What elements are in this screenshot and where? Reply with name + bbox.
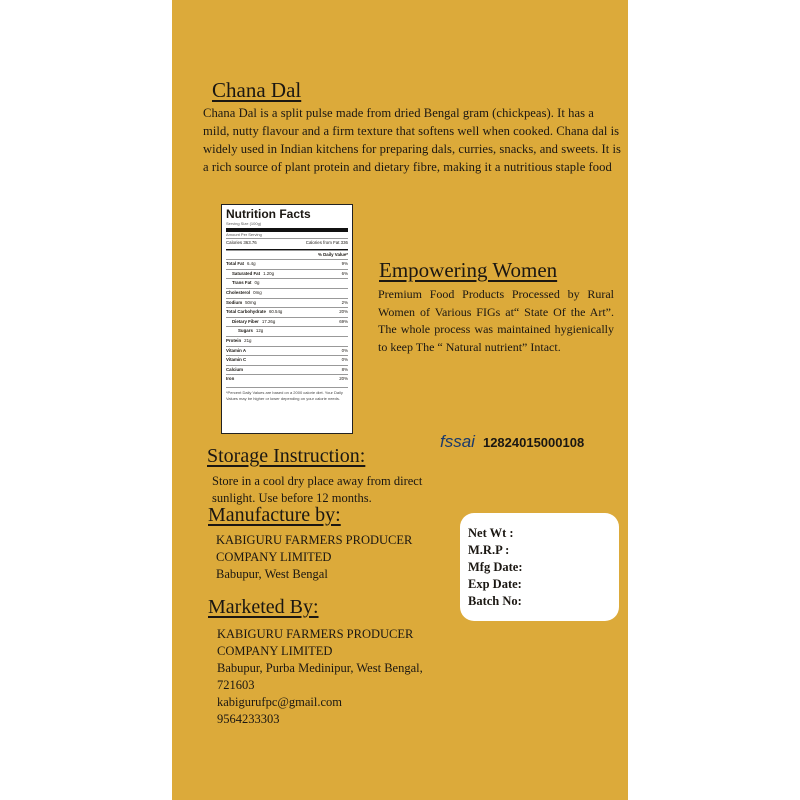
nutrient-label: Trans Fat: [232, 280, 252, 286]
nutrient-daily-value: 6%: [341, 270, 348, 276]
nutrient-amount: 60.54g: [268, 309, 283, 315]
nutrient-name-amount: [232, 318, 275, 327]
serving-size: Serving Size (100g): [226, 221, 262, 226]
empowering-text: Premium Food Products Processed by Rural Women of Various FIGs at“ State Of the Art”. The whole process was maintained hygienically to keep The “ Natural nutrient” Intact.: [378, 287, 614, 354]
nutrient-daily-value: 0%: [341, 347, 348, 353]
nutrition-facts-panel: [221, 204, 353, 434]
nutrition-row: [226, 288, 348, 298]
nutrition-row: [226, 259, 348, 269]
nutrition-row: [226, 355, 348, 365]
storage-title: Storage Instruction:: [207, 445, 366, 467]
nutrient-amount: 21g: [244, 337, 252, 343]
nutrition-row: [226, 374, 348, 384]
nutrient-daily-value: 20%: [339, 309, 348, 315]
nutrient-label: Calcium: [226, 366, 244, 372]
product-title: Chana Dal: [212, 78, 302, 102]
product-description: Chana Dal is a split pulse made from dried Bengal gram (chickpeas). It has a mild, nutty flavour and a firm texture that softens well when cooked. Chana dal is widely used in Indian kitchens for preparing dals, curries, snacks, and sweets. It is a rich source of plant protein and dietary fibre, making it a nutritious staple food: [203, 106, 621, 174]
nutrient-amount: 17.26g: [261, 318, 276, 324]
nutrient-name-amount: [226, 366, 246, 375]
nutrient-name-amount: [226, 299, 256, 308]
amount-per-serving: Amount Per Serving: [226, 232, 262, 237]
nutrient-name-amount: [226, 375, 237, 384]
calories-from-fat: Calories from Fat 336: [305, 240, 348, 245]
nutrient-amount: 12g: [255, 328, 264, 334]
empowering-title: Empowering Women: [379, 258, 558, 282]
marketer-line: COMPANY LIMITED: [217, 644, 333, 658]
fssai-logo: fssai: [440, 432, 475, 451]
mrp-label: M.R.P :: [468, 543, 510, 557]
nutrient-label: Saturated Fat: [232, 270, 261, 276]
nutrient-label: Iron: [226, 376, 235, 382]
nutrient-label: Total Carbohydrate: [226, 309, 266, 315]
nutrient-daily-value: 9%: [341, 261, 348, 267]
marketer-line: KABIGURU FARMERS PRODUCER: [217, 627, 414, 641]
nutrition-row: [226, 336, 348, 346]
nutrition-row: [226, 298, 348, 308]
nutrient-label: Total Fat: [226, 261, 244, 267]
nutrient-name-amount: [226, 260, 256, 269]
nutrient-daily-value: 20%: [339, 376, 348, 382]
fssai-license: [440, 432, 584, 452]
nutrient-daily-value: 69%: [339, 318, 348, 324]
nutrition-row: [226, 317, 348, 327]
nutrition-row: [226, 269, 348, 279]
nutrient-daily-value: 2%: [341, 299, 348, 305]
calories-row: [226, 238, 348, 248]
nutrient-label: Vitamin C: [226, 357, 247, 363]
nutrient-amount: 1.20g: [263, 270, 275, 276]
nutrient-label: Vitamin A: [226, 347, 247, 353]
net-weight-label: Net Wt :: [468, 526, 514, 540]
nutrient-label: Sugars: [238, 328, 253, 334]
nutrient-name-amount: [226, 347, 249, 356]
nutrition-footnote: *Percent Daily Values are based on a 2000 calorie diet. Your Daily Values may be higher or lower depending on your calorie needs.: [226, 387, 348, 403]
fssai-number: 12824015000108: [482, 434, 585, 450]
daily-value-header: [226, 250, 348, 260]
nutrition-row: [226, 307, 348, 317]
nutrition-row: [226, 346, 348, 356]
nutrition-row: [226, 326, 348, 336]
dv-header: % Daily Value*: [317, 251, 348, 257]
nutrient-daily-value: 0%: [341, 357, 348, 363]
marketer-title: Marketed By:: [208, 596, 319, 618]
nutrient-amount: 50mg: [245, 299, 257, 305]
nutrient-amount: 6.4g: [246, 261, 256, 267]
calories-label: Calories 363.76: [226, 240, 257, 245]
mfg-date-label: Mfg Date:: [468, 560, 523, 574]
nutrient-name-amount: [232, 279, 259, 288]
marketer-phone: 9564233303: [217, 712, 280, 726]
manufacturer-address: [216, 532, 412, 583]
nutrient-daily-value: 8%: [341, 366, 348, 372]
nutrition-title: Nutrition Facts: [226, 207, 311, 221]
manufacturer-line: Babupur, West Bengal: [216, 567, 328, 581]
manufacturer-line: COMPANY LIMITED: [216, 550, 332, 564]
nutrient-label: Protein: [226, 337, 242, 343]
marketer-line: Babupur, Purba Medinipur, West Bengal,: [217, 661, 423, 675]
nutrient-label: Sodium: [226, 299, 243, 305]
nutrition-row: [226, 365, 348, 375]
nutrient-label: Dietary Fiber: [232, 318, 259, 324]
nutrient-amount: 0g: [254, 280, 260, 286]
marketer-email: kabigurufpc@gmail.com: [217, 695, 343, 709]
nutrient-name-amount: [226, 289, 262, 298]
details-labels: [468, 525, 523, 610]
storage-text: Store in a cool dry place away from direct sunlight. Use before 12 months.: [212, 474, 423, 505]
marketer-line: 721603: [217, 678, 255, 692]
exp-date-label: Exp Date:: [468, 577, 522, 591]
batch-no-label: Batch No:: [468, 594, 522, 608]
marketer-address: [217, 626, 423, 728]
nutrition-rows: [226, 259, 348, 384]
nutrient-name-amount: [226, 337, 251, 346]
manufacturer-line: KABIGURU FARMERS PRODUCER: [216, 533, 413, 547]
nutrient-name-amount: [226, 308, 282, 317]
nutrient-amount: 0mg: [253, 289, 262, 295]
nutrient-name-amount: [226, 356, 249, 365]
nutrient-label: Cholesterol: [226, 289, 251, 295]
manufacturer-title: Manufacture by:: [208, 504, 341, 526]
nutrient-name-amount: [232, 270, 274, 279]
nutrient-name-amount: [238, 327, 263, 336]
nutrition-row: [226, 278, 348, 288]
